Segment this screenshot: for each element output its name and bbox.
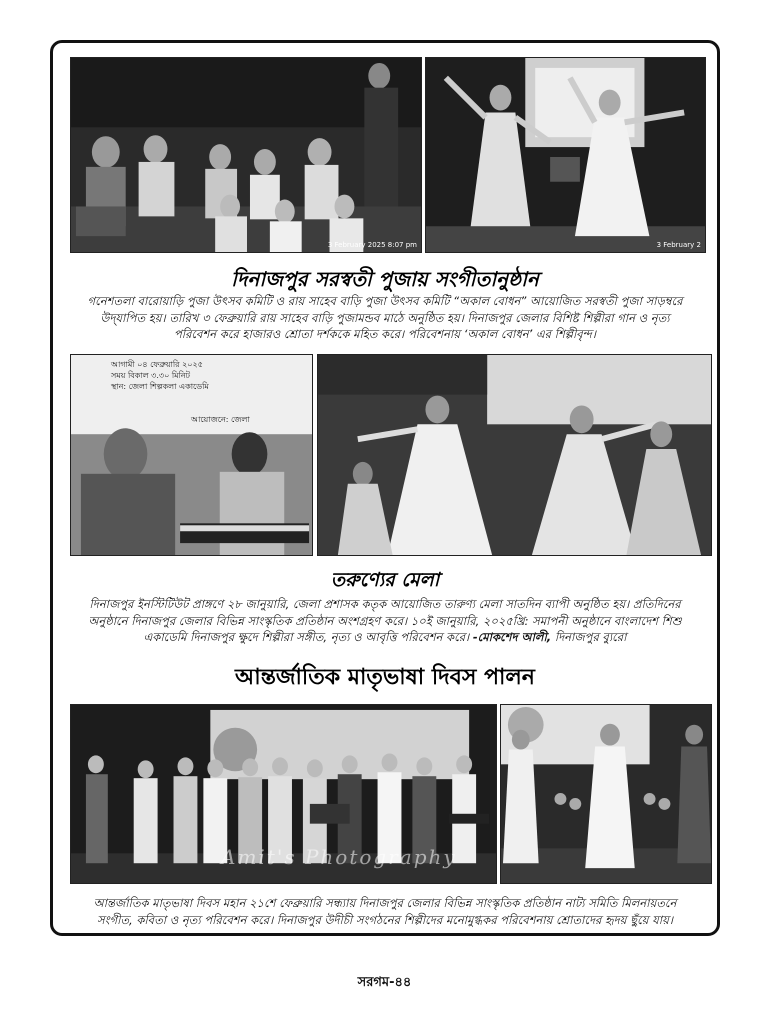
photo-music-performance — [70, 57, 422, 253]
section1-line: উদ্‌যাপিত হয়। তারিখ ৩ ফেব্রুয়ারি রায় সাহেব বাড়ি পুজামন্ডব মাঠে অনুষ্ঠিত হয়। দিনাজপুর জেলার বিশিষ্ট শিল্পীরা গান ও নৃত্য — [100, 310, 670, 325]
byline-name: -মোকশেদ আলী, — [472, 630, 552, 644]
section1-body — [70, 293, 700, 343]
photo-recitation — [500, 704, 712, 884]
section2-line — [70, 629, 700, 646]
section3-title: আন্তর্জাতিক মাতৃভাষা দিবস পালন — [235, 665, 535, 690]
section3-body — [70, 895, 700, 928]
banner-line: সময় বিকাল ৩.৩০ মিনিট — [111, 371, 190, 380]
banner-line: আগামী ০৪ ফেব্রুয়ারি ২০২৫ — [111, 360, 203, 369]
section2-line-text: একাডেমি দিনাজপুর ক্ষুদে শিল্পীরা সঙ্গীত, নৃত্য ও আবৃত্তি পরিবেশন করে। — [143, 630, 470, 644]
section1-line: পরিবেশন করে হাজারও শ্রোতা দর্শককে মহিত করে। পরিবেশনায় ‘অকাল বোধন’ এর শিল্পীবৃন্দ। — [174, 327, 596, 341]
section3-line: সংগীত, কবিতা ও নৃত্য পরিবেশন করে। দিনাজপুর উদীচী সংগঠনের শিল্পীদের মনোমুগ্ধকর পরিবেশনায় শ্রোতাদের হৃদয় ছুঁয়ে যায়। — [97, 912, 673, 927]
event-banner — [111, 359, 311, 425]
page-number: সরগম-৪৪ — [357, 975, 412, 990]
section2-line: দিনাজপুর ইনস্টিটিউট প্রাঙ্গণে ২৮ জানুয়ারি, জেলা প্রশাসক কতৃক আয়োজিত তারুণ্য মেলা সাতদিন ব্যাপী অনুষ্ঠিত হয়। প্রতিদিনের — [89, 597, 681, 611]
banner-line: আয়োজনে: জেলা — [191, 415, 250, 424]
photo-keyboard-performance — [70, 354, 313, 556]
section2-line: অনুষ্ঠানে দিনাজপুর জেলার বিভিন্ন সাংস্কৃতিক প্রতিষ্ঠান অংশগ্রহণ করে। ১০ই জানুয়ারি, ২০২৫খ্রি: সমাপনী অনুষ্ঠানে বাংলাদেশ শিশু — [88, 613, 682, 628]
photo-watermark: Amit's Photography — [221, 845, 457, 869]
photo-children-dance — [317, 354, 712, 556]
photo-dance-performance — [425, 57, 706, 253]
section2-body — [70, 596, 700, 646]
section1-title: দিনাজপুর সরস্বতী পুজায় সংগীতানুষ্ঠান — [231, 267, 539, 291]
photo-timestamp: 3 February 2 — [656, 241, 701, 249]
photo-timestamp: 3 February 2025 8:07 pm — [327, 241, 417, 249]
section1-line: গনেশতলা বারোয়াড়ি পুজা উৎসব কমিটি ও রায় সাহেব বাড়ি পুজা উৎসব কমিটি “অকাল বোধন” আয়োজিত সরস্বতী পুজা সাড়ম্বরে — [87, 294, 683, 308]
section2-title: তরুণ্যের মেলা — [330, 569, 440, 591]
banner-line: স্থান: জেলা শিল্পকলা একাডেমি — [111, 382, 209, 391]
byline-place: দিনাজপুর ব্যুরো — [554, 630, 627, 644]
photo-mother-language-day-stage — [70, 704, 497, 884]
section3-line: আন্তর্জাতিক মাতৃভাষা দিবস মহান ২১শে ফেব্রুয়ারি সন্ধ্যায় দিনাজপুর জেলার বিভিন্ন সাংস্কৃতিক প্রতিষ্ঠান নাট্য সমিতি মিলনায়তনে — [93, 896, 677, 910]
